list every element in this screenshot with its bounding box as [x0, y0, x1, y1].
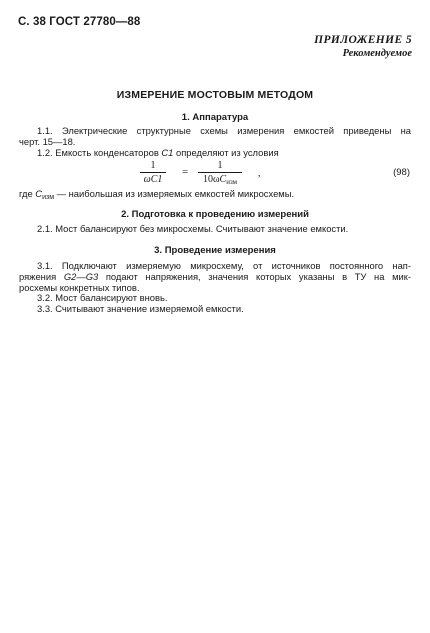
fraction-numerator: 1 [198, 160, 242, 173]
appendix-number: ПРИЛОЖЕНИЕ 5 [314, 34, 412, 46]
document-title: ИЗМЕРЕНИЕ МОСТОВЫМ МЕТОДОМ [116, 89, 314, 101]
paragraph-line: 3.1. Подключают измеряемую микросхему, от источников постоянного нап- [37, 260, 411, 271]
omega-symbol: ω [143, 174, 151, 185]
text-run: подают напряжения, значения которых указаны в ТУ на мик- [98, 270, 411, 282]
paragraph-line: черт. 15—18. [19, 135, 76, 147]
equals-sign: = [182, 166, 189, 178]
formula-explanation [19, 189, 411, 204]
text-run: ряжения [19, 270, 64, 282]
section-3-heading: 3. Проведение измерения [154, 245, 276, 256]
text-run: — наибольшая из измеряемых емкостей микросхемы. [54, 188, 295, 199]
section-2-heading: 2. Подготовка к проведению измерений [121, 209, 309, 220]
capacitance-variable: C [35, 188, 43, 199]
text-run: 1.2. Емкость конденсаторов [37, 146, 162, 158]
paragraph-3-2: 3.2. Мост балансируют вновь. [37, 292, 168, 304]
comma: , [258, 168, 261, 179]
subscript: изм [42, 194, 55, 201]
paragraph-line [19, 272, 411, 283]
source-variable: G2—G3 [63, 270, 99, 282]
page-reference: С. 38 ГОСТ 27780—88 [18, 16, 141, 28]
section-1-heading: 1. Аппаратура [181, 112, 249, 123]
left-fraction [140, 160, 166, 185]
capacitance-variable: C [219, 174, 227, 185]
right-fraction [198, 160, 242, 188]
section-1-paragraph-1 [19, 126, 411, 158]
fraction-denominator [198, 173, 242, 188]
subscript: изм [226, 178, 238, 186]
capacitor-variable: C1 [161, 146, 174, 158]
paragraph-line: 1.1. Электрические структурные схемы измерения емкостей приведены на [37, 125, 411, 136]
equation-number: (98) [393, 167, 410, 178]
appendix-label [314, 34, 412, 60]
paragraph-1-2 [19, 148, 411, 159]
paragraph-3-3: 3.3. Считывают значение измеряемой емкости. [37, 303, 244, 315]
paragraph-line: 2.1. Мост балансируют без микросхемы. Считывают значение емкости. [37, 223, 349, 234]
text-run: 10ω [202, 174, 220, 185]
appendix-status: Рекомендуемое [342, 48, 412, 59]
fraction-numerator: 1 [140, 160, 166, 173]
capacitor-variable: C1 [150, 174, 163, 185]
section-2-paragraph-1 [19, 224, 411, 235]
fraction-denominator [140, 173, 166, 185]
text-run: определяют из условия [173, 146, 279, 158]
text-run: где [19, 188, 36, 199]
paragraph-line: росхемы конкретных типов. [19, 281, 140, 293]
section-3-paragraph-1 [19, 261, 411, 315]
paragraph-line [19, 189, 411, 204]
